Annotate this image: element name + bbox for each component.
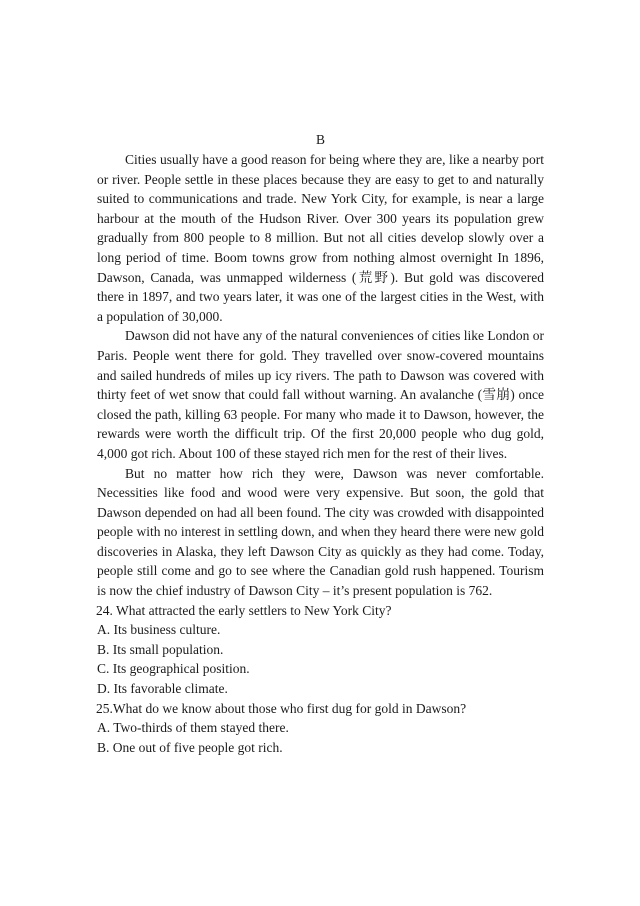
question-25-option-a: A. Two-thirds of them stayed there. [97, 720, 289, 736]
paragraph-3: But no matter how rich they were, Dawson was never comfortable. Necessities like food and wood were very expensive. But soon, the gold that Dawson depended on had all been found. The city was crowded with disappointed people with no interest in settling down, and when they heard there were new gold discoveries in Alaska, they left Dawson City as quickly as they had come. Today, people still come and go to see where the Canadian gold rush happened. Tourism is now the chief industry of Dawson City – it’s present population is 762. [97, 465, 544, 599]
section-title: B [315, 132, 325, 147]
paragraph-1-text-b: But gold was discovered there in 1897, and two years later, it was one of the largest cities in the West, with a population of 30,000. [97, 269, 545, 324]
question-25-stem: 25.What do we know about those who first dug for gold in Dawson? [96, 700, 467, 716]
question-24-option-c: C. Its geographical position. [97, 661, 250, 677]
reading-passage [97, 130, 544, 757]
question-24-stem: 24. What attracted the early settlers to New York City? [96, 602, 392, 618]
question-24-option-d: D. Its favorable climate. [97, 681, 228, 697]
question-25 [97, 699, 544, 758]
question-24-option-b: B. Its small population. [97, 641, 224, 657]
paragraph-2-text-b: it to Dawson, however, the rewards were worth the difficult trip. Of the first 20,000 people who dug gold, 4,000 got rich. About 100 of these stayed rich men for the rest of their lives. [97, 406, 545, 461]
question-24 [97, 601, 544, 699]
paragraph-1 [97, 150, 544, 326]
paragraph-1-text-a: Cities usually have a good reason for being where they are, like a nearby port or river. People settle in these places because they are easy to get to and naturally suited to communications and trade. New York City, for example, is near a large harbour at the mouth of the Hudson River. Over 300 years its population grew gradually from 800 people to 8 million. But not all cities develop slowly over a long period of time. Boom towns grow from nothing almost overnight In 1896, Dawson, Canada, was unmapped wilderness (荒野). [97, 152, 544, 285]
paragraph-2-text-a: Dawson did not have any of the natural conveniences of cities like London or Paris. People went there for gold. They travelled over snow-covered mountains and sailed hundreds of miles up icy rivers. The path to Dawson was covered with thirty feet of wet snow that could fall without warning. An avalanche (雪崩) once closed the path, killing 63 people. For many who made [97, 328, 544, 422]
paragraph-2 [97, 326, 544, 463]
question-24-option-a: A. Its business culture. [97, 622, 221, 638]
question-25-option-b: B. One out of five people got rich. [97, 739, 283, 755]
